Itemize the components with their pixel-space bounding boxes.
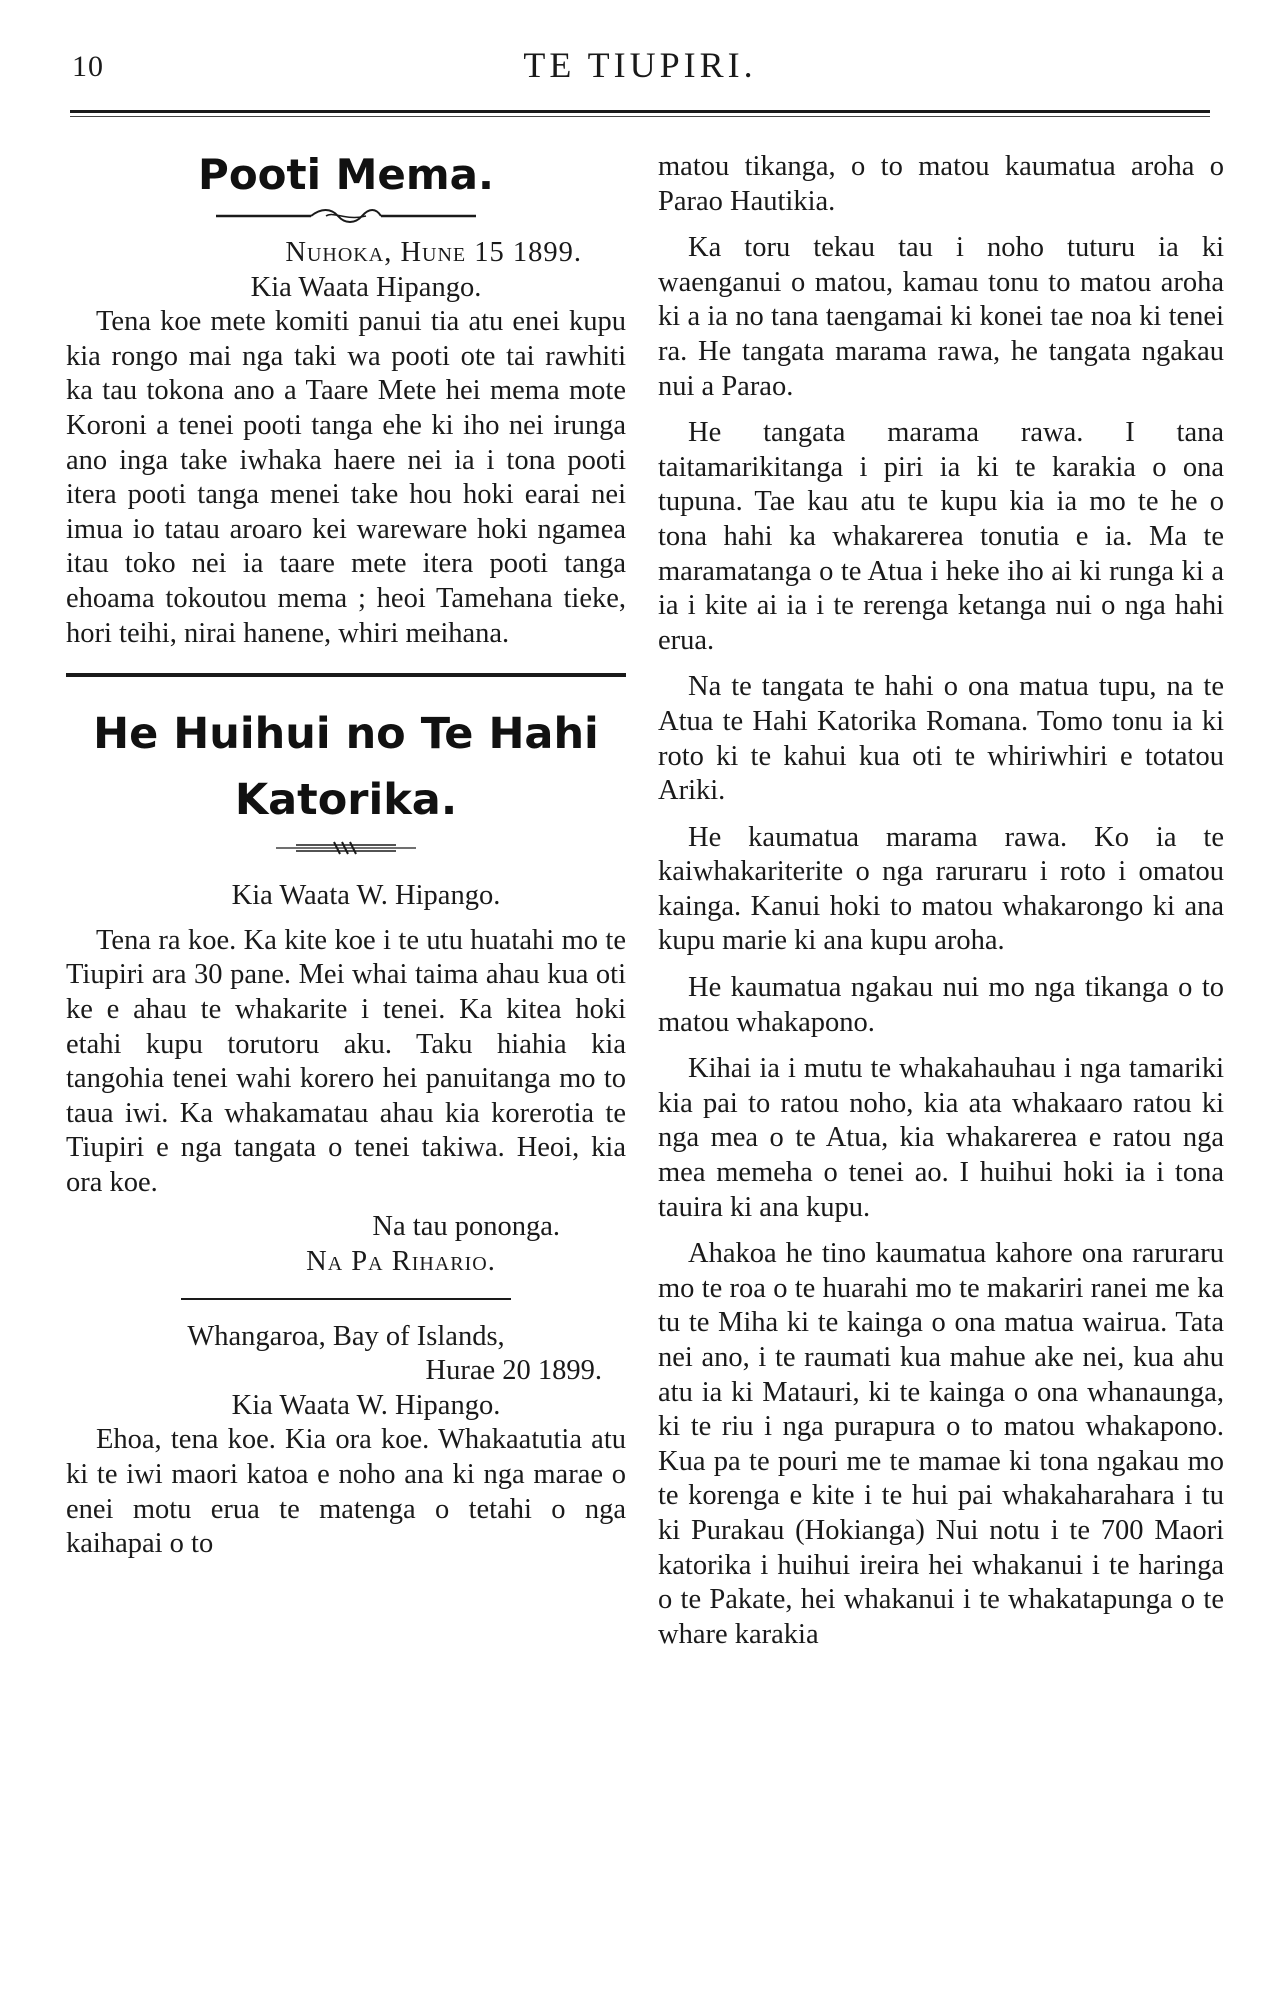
ornamental-rule [276, 839, 416, 857]
paragraph: He kaumatua marama rawa. Ko ia te kaiwhakariterite o nga raruraru i roto i omatou kainga. Kanui hoki to matou whakarongo ki ana kupu marie ki ana kupu aroha. [658, 821, 1224, 957]
letter2-addressee: Kia Waata W. Hipango. [231, 1389, 501, 1421]
article-body: Tena koe mete komiti panui tia atu enei kupu kia rongo mai nga taki wa pooti ote tai rawhiti ka tau tokona ano a Taare Mete hei mema mote Koroni a tenei pooti tanga ehe ki iho nei irunga ano inga take iwhaka haere nei ia i tona pooti itera pooti tanga menei take hou hoki earai nei imua io tatau aroaro kei wareware hoki ngamea itau toko nei ia taare mete itera pooti tanga ehoama tokoutou mema ; heoi Tamehana tieke, hori teihi, nirai hanene, whiri meihana. [66, 306, 626, 649]
paragraph: Na te tangata te hahi o ona matua tupu, na te Atua te Hahi Katorika Romana. Tomo tonu ia ki roto ki te kahui kua oti te whiriwhiri e totatou Ariki. [658, 671, 1224, 807]
left-column [66, 150, 626, 1996]
section-divider [66, 673, 626, 677]
letter1-signature [176, 1245, 626, 1280]
letter2-body: Ehoa, tena koe. Kia ora koe. Whakaatutia atu ki te iwi maori katoa e noho ana ki nga marae o enei motu erua te matenga o tetahi o nga kaihapai o to [66, 1424, 626, 1560]
paragraph: matou tikanga, o to matou kaumatua aroha o Parao Hautikia. [658, 151, 1224, 217]
header-rule-thin [70, 116, 1210, 117]
article-title-line2: Katorika. [234, 775, 458, 826]
letter1-closing: Na tau pononga. [372, 1211, 560, 1243]
ornamental-rule [216, 208, 476, 224]
letter2-date: Hurae 20 1899. [425, 1355, 602, 1387]
paragraph: He tangata marama rawa. I tana taitamarikitanga i piri ia ki te karakia o ona tupuna. Tae kau atu te kupu kia ia mo te he o tona hahi ka whakarerea tonutia e ia. Ma te maramatanga o te Atua i heke iho ai ki runga ki a ia i kite ai ia i te rerenga ketanga nui o nga hahi erua. [658, 417, 1224, 656]
dateline [66, 236, 626, 271]
page-number: 10 [72, 50, 104, 83]
article-title-line1: He Huihui no Te Hahi [93, 709, 599, 760]
addressee: Kia Waata Hipango. [250, 271, 482, 303]
article-title-pooti-mema: Pooti Mema. [198, 150, 494, 199]
dateline-text: Nuhoka, Hune 15 1899. [285, 237, 582, 268]
paragraph: He kaumatua ngakau nui mo nga tikanga o to matou whakapono. [658, 972, 1224, 1038]
paragraph: Ahakoa he tino kaumatua kahore ona raruraru mo te roa o te huarahi mo te makariri ranei me ka tu te Miha ki te kainga o ona matua wairua. Tata nei ano, i te raumati kua mahue ake nei, kua ahu atu ia ki Matauri, ki te kainga o ona whanaunga, ki te riu i nga purapura o to matou whakapono. Kua pa te pouri me te mamae ki tona ngakau mo te korenga e kite i te hui pai whakaharahara i tu ki Purakau (Hokianga) Nui notu i te 700 Maori katorika i huihui ireira hei whakanui i te haringa o te Pakate, hei whakanui i te whakatapunga o te whare karakia [658, 1238, 1224, 1650]
letter2-place: Whangaroa, Bay of Islands, [187, 1320, 505, 1352]
letter1-signature-text: Na Pa Rihario. [306, 1246, 496, 1278]
paragraph: Ka toru tekau tau i noho tuturu ia ki waenganui o matou, kamau tonu to matou aroha ki a ia no tana taengamai ki konei tae noa ki tenei ra. He tangata marama rawa, he tangata ngakau nui a Parao. [658, 232, 1224, 402]
letter1-body: Tena ra koe. Ka kite koe i te utu huatahi mo te Tiupiri ara 30 pane. Mei whai taima ahau kua oti ke e ahau te whakarite i tenei. Ka kitea hoki etahi kupu torutoru aku. Taku hiahia kia tangohia tenei wahi korero hei panuitanga mo to taua iwi. Ka whakamatau ahau kia korerotia te Tiupiri e nga tangata o tenei takiwa. Heoi, kia ora koe. [66, 924, 626, 1198]
right-column [658, 150, 1224, 1996]
running-title: TE TIUPIRI. [523, 45, 757, 85]
letter1-addressee: Kia Waata W. Hipango. [231, 880, 501, 912]
letter-divider [181, 1298, 511, 1300]
paragraph: Kihai ia i mutu te whakahauhau i nga tamariki kia pai to ratou noho, kia ata whakaaro ratou ki nga mea o te Atua, kia whakarerea e ratou nga mea memeha o tenei ao. I huihui hoki ia i tona tauira ki ana kupu. [658, 1053, 1224, 1223]
header-rule [70, 110, 1210, 113]
